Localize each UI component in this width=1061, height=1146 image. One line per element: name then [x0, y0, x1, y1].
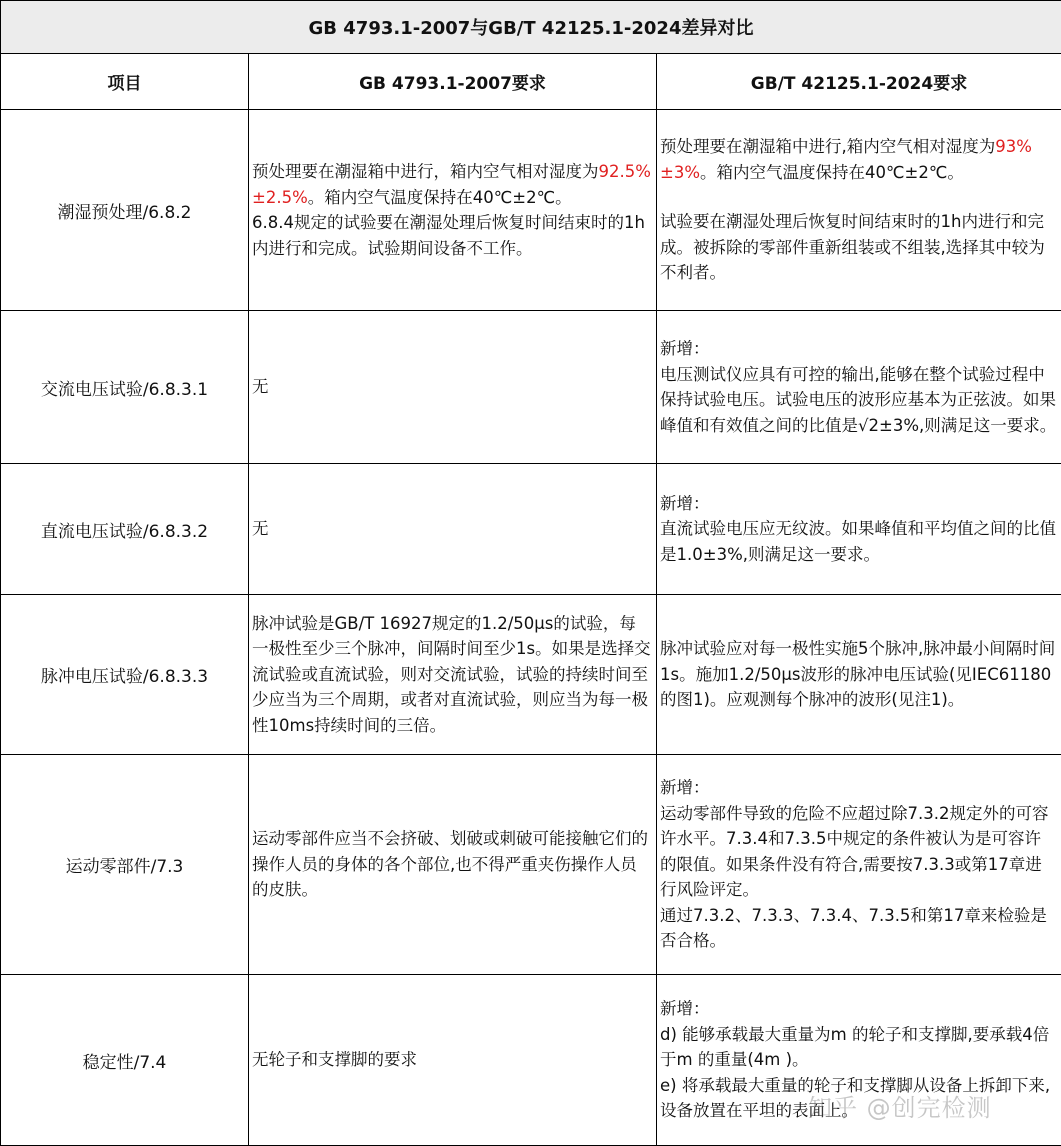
new-requirement: 新增： 直流试验电压应无纹波。如果峰值和平均值之间的比值是1.0±3%,则满足这一要求。	[657, 464, 1061, 595]
header-item: 项目	[1, 54, 249, 110]
header-gb4793: GB 4793.1-2007要求	[249, 54, 657, 110]
row-item: 直流电压试验/6.8.3.2	[1, 464, 249, 595]
new-requirement: 新增： 运动零部件导致的危险不应超过除7.3.2规定外的可容许水平。7.3.4和7.3.5中规定的条件被认为是可容许的限值。如果条件没有符合,需要按7.3.3或第17章进行风险评定。 通过7.3.2、7.3.3、7.3.4、7.3.5和第17章来检验是否合格。	[657, 755, 1061, 975]
highlight-value: 92.5%±2.5%	[252, 162, 651, 207]
row-item: 运动零部件/7.3	[1, 755, 249, 975]
old-requirement: 脉冲试验是GB/T 16927规定的1.2/50μs的试验，每一极性至少三个脉冲，间隔时间至少1s。如果是选择交流试验或直流试验，则对交流试验，试验的持续时间至少应当为三个周期，或者对直流试验，则应当为每一极性10ms持续时间的三倍。	[249, 595, 657, 755]
new-requirement: 脉冲试验应对每一极性实施5个脉冲,脉冲最小间隔时间1s。施加1.2/50μs波形的脉冲电压试验(见IEC61180的图1)。应观测每个脉冲的波形(见注1)。	[657, 595, 1061, 755]
header-row	[1, 54, 1061, 110]
new-requirement: 新增： 电压测试仪应具有可控的输出,能够在整个试验过程中保持试验电压。试验电压的波形应基本为正弦波。如果峰值和有效值之间的比值是√2±3%,则满足这一要求。	[657, 311, 1061, 464]
row-item: 交流电压试验/6.8.3.1	[1, 311, 249, 464]
new-requirement: 新增： d) 能够承载最大重量为m 的轮子和支撑脚,要承载4倍于m 的重量(4m )。 e) 将承载最大重量的轮子和支撑脚从设备上拆卸下来,设备放置在平坦的表面上。	[657, 975, 1061, 1146]
watermark: 知乎 @创完检测	[808, 1088, 992, 1123]
header-gbt42125: GB/T 42125.1-2024要求	[657, 54, 1061, 110]
table-title: GB 4793.1-2007与GB/T 42125.1-2024差异对比	[1, 1, 1061, 54]
table-row	[1, 110, 1061, 311]
old-requirement: 无	[249, 311, 657, 464]
table-row	[1, 975, 1061, 1146]
table-row	[1, 464, 1061, 595]
row-item: 脉冲电压试验/6.8.3.3	[1, 595, 249, 755]
row-item: 潮湿预处理/6.8.2	[1, 110, 249, 311]
old-requirement: 预处理要在潮湿箱中进行，箱内空气相对湿度为92.5%±2.5%。箱内空气温度保持在40℃±2℃。 6.8.4规定的试验要在潮湿处理后恢复时间结束时的1h内进行和完成。试验期间设备不工作。	[249, 110, 657, 311]
old-requirement: 无轮子和支撑脚的要求	[249, 975, 657, 1146]
table-row	[1, 311, 1061, 464]
row-item: 稳定性/7.4	[1, 975, 249, 1146]
highlight-value: 93%±3%	[660, 137, 1032, 182]
table-row	[1, 755, 1061, 975]
old-requirement: 无	[249, 464, 657, 595]
new-requirement: 预处理要在潮湿箱中进行,箱内空气相对湿度为93%±3%。箱内空气温度保持在40℃±2℃。 试验要在潮湿处理后恢复时间结束时的1h内进行和完成。被拆除的零部件重新组装或不组装,选择其中较为不利者。	[657, 110, 1061, 311]
old-requirement: 运动零部件应当不会挤破、划破或刺破可能接触它们的操作人员的身体的各个部位,也不得严重夹伤操作人员的皮肤。	[249, 755, 657, 975]
table-row	[1, 595, 1061, 755]
